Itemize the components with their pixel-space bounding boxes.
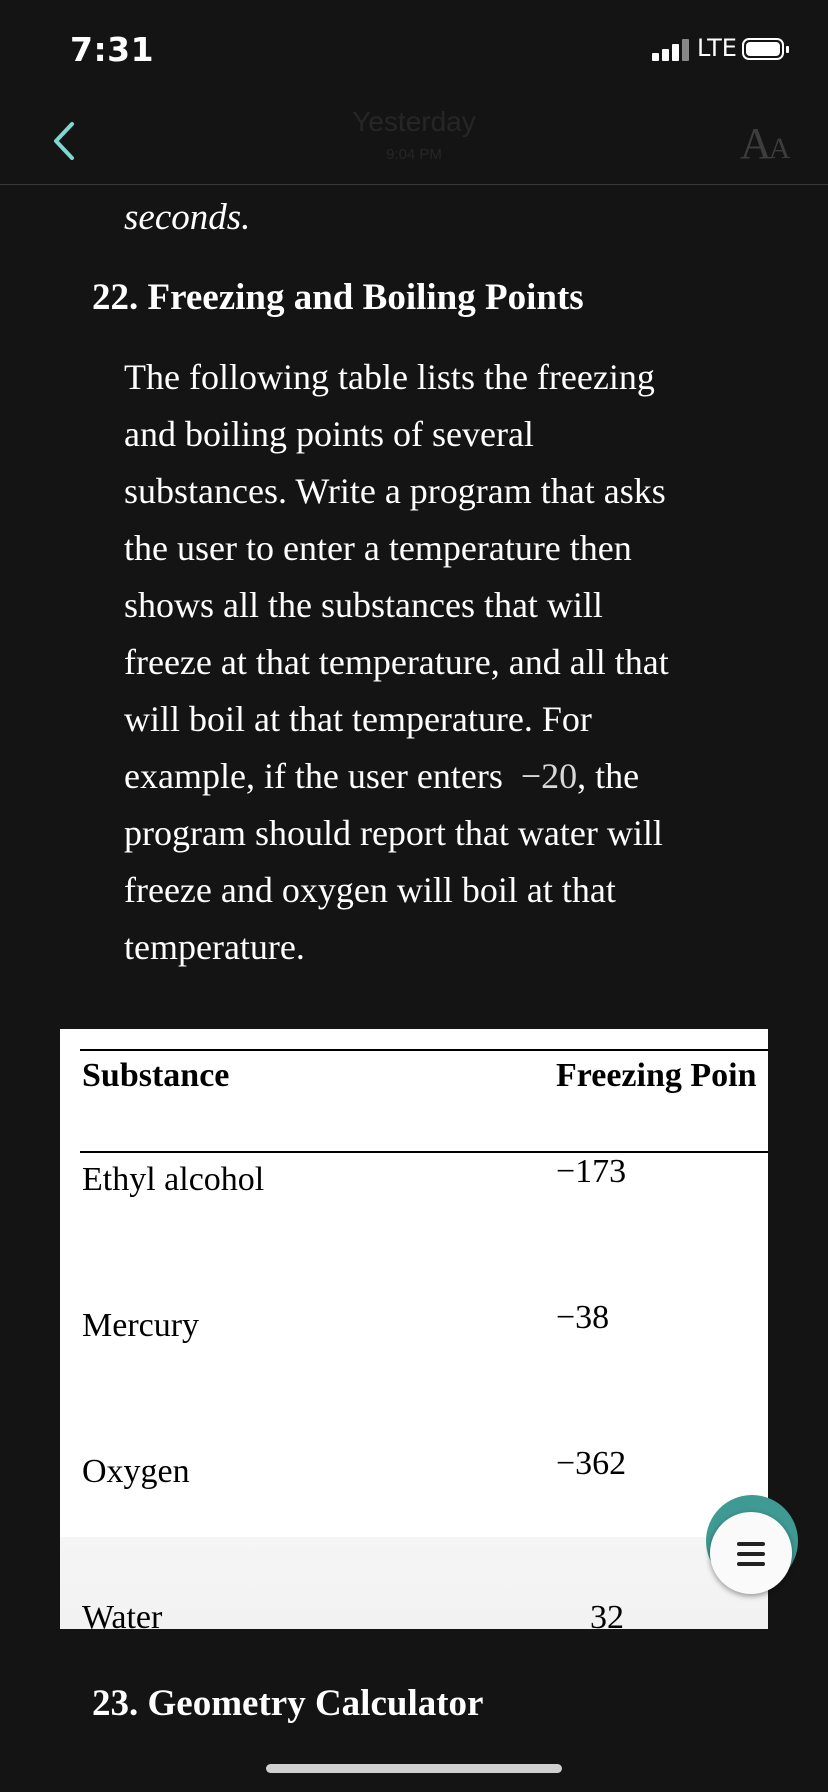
paragraph-line: substances. Write a program that asks <box>124 471 666 511</box>
paragraph-line <box>124 748 764 805</box>
home-indicator[interactable] <box>266 1764 562 1773</box>
table-cell-substance: Ethyl alcohol <box>82 1161 265 1198</box>
paragraph-line: The following table lists the freezing <box>124 357 655 397</box>
table-cell-freezing: −362 <box>556 1445 627 1482</box>
paragraph-line: program should report that water will <box>124 813 663 853</box>
example-value: −20 <box>520 756 578 796</box>
menu-button[interactable] <box>710 1512 792 1594</box>
font-size-icon: A <box>740 119 772 168</box>
font-size-button[interactable]: AA <box>740 119 791 168</box>
paragraph-line: the user to enter a temperature then <box>124 528 632 568</box>
status-time: 7:31 <box>70 30 155 69</box>
network-type: LTE <box>697 34 737 62</box>
table-cell-freezing: −38 <box>556 1299 610 1336</box>
paragraph-line: shows all the substances that will <box>124 585 603 625</box>
nav-subtitle: 9:04 PM <box>386 146 442 163</box>
cellular-signal-icon <box>652 39 694 61</box>
nav-title: Yesterday <box>352 106 476 137</box>
battery-icon <box>742 38 784 60</box>
table-rule <box>80 1151 608 1153</box>
table-rule <box>80 1049 608 1051</box>
table-cell-substance: Water <box>82 1599 163 1629</box>
status-bar <box>0 0 828 100</box>
hamburger-menu-icon <box>737 1542 765 1572</box>
paragraph-line: and boiling points of several <box>124 414 534 454</box>
example-text-after: , the <box>577 756 640 796</box>
table-cell-freezing: −173 <box>556 1153 627 1190</box>
problem-paragraph <box>124 349 764 976</box>
table-cell-freezing: 32 <box>590 1599 624 1629</box>
paragraph-line: freeze at that temperature, and all that <box>124 642 669 682</box>
paragraph-line: freeze and oxygen will boil at that <box>124 870 616 910</box>
substance-table <box>60 1029 768 1629</box>
table-header: Substance <box>82 1057 230 1094</box>
paragraph-line: temperature. <box>124 927 305 967</box>
previous-text: seconds. <box>124 197 251 238</box>
section-title: 22. Freezing and Boiling Points <box>92 277 584 318</box>
table-cell-substance: Oxygen <box>82 1453 190 1490</box>
nav-bar <box>0 100 828 185</box>
example-text: example, if the user enters <box>124 756 503 796</box>
paragraph-line: will boil at that temperature. For <box>124 699 592 739</box>
table-header: Freezing Poin <box>556 1057 757 1094</box>
next-section-title: 23. Geometry Calculator <box>92 1683 484 1724</box>
table-rule <box>552 1049 768 1051</box>
table-cell-substance: Mercury <box>82 1307 200 1344</box>
